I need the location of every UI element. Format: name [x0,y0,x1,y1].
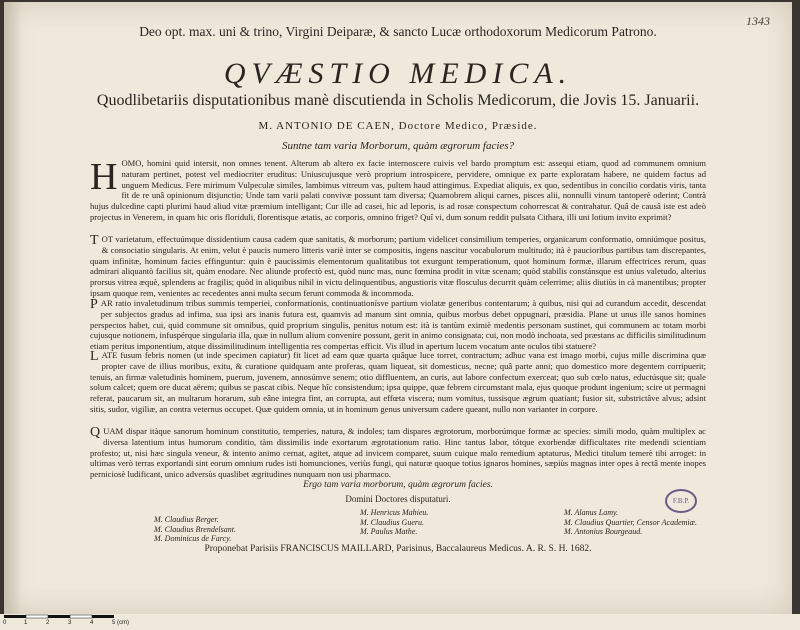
president-line: M. ANTONIO DE CAEN, Doctore Medico, Præside. [258,120,538,132]
medical-question: Suntne tam varia Morborum, quàm ægrorum facies? [281,140,515,152]
proponebat-line: Proponebat Parisiis FRANCISCUS MAILLARD, Parisinus, Baccalaureus Medicus. A. R. S. H. 1682. [204,544,592,554]
ruler-label: 5 (cm) [112,620,129,626]
dedication-line: Deo opt. max. uni & trino, Virgini Deiparæ, & sancto Lucæ orthodoxorum Medicorum Patrono. [139,24,657,39]
conclusion-line: Ergo tam varia morborum, quàm ægrorum facies. [303,480,493,490]
doctor-name: M. Claudius Brendelsant. [154,524,236,534]
library-stamp: F.B.P. [665,489,697,513]
paragraph-text: OMO, homini quid intersit, non omnes tenent. Alterum ab altero ex facie internoscere cuivis vel bardo promptum est: assequi etiam, quod ad communem omnium naturam pertinet, potest vel mediocriter eruditus: Uniuscujusque verò proprium introspicere, pervidere, omnique ex parte exploratam habere, ne quidem factus ad unguem Medicus. Fere mirimum Vulpeculæ similes, lambimus vitreum vas, pultem haud attingimus. Expediat aliquis, ex quo, sedentibus in concilio cordatis viris, tanta fit de re unâ opinionum disjunctio; Unde tam varii palati convivæ possunt tam diversa; Quamobrem aliqui carnes, pisces alii, nonnulli vinum tantoperè oderint; Contrà hujus dulcedine capti plurimi haud aliud vitæ præmium intelligant; Cur ille ad casei, hic ad leporis, is ad rosæ conspectum cohorrescat & contrahatur. Quâ de causâ iste est adeò projectus in Venerem, in quam hic oris floriduli, florentisque ætatis, ac corporis, omnino friget? Quî vi, dum sonum reddit pulsata Cithara, illi uni lotium invito exprimit? [90,158,706,222]
paragraph-4 [90,350,706,415]
doctor-name: M. Alanus Lamy. [564,508,619,517]
drop-cap: H [90,156,118,198]
doctor-name: M. Antonius Bourgeaud. [564,527,643,536]
paragraph-text: AR ratio invaletudinum tribus summis temperiei, conformationis, continuationísve partium violatæ generibus contentarum; à quibus, nisi qui ad curandum accedit, descendat per subjectos gradus ad infima, sua ipsi ars inanis futura est, quamvis ad manum sint omnia, quibus morbus debet oppugnari, præsidia. Plane ut unus ille sanos homines perspectos habet, cui, quid commune sit omnibus, quid proprium singulis, penitus notum est: ità is tantùm eximiè medentis personam sustinet, qui communem ac totam morbi cujusque notionem, infuspérque singularia illa, quæ in nullum alium convenire possunt, gerit in animo consignata; cui, non modò inchoata, sed præstans ac difficilis similitudinum etiam peritus imponentium, atque dissimilitudinum intelligentia res compertas efficit. Vis illud in apertum lucem vocatum ante oculos tibi statuere? [90,298,706,352]
ruler-label: 4 [90,620,94,626]
ruler-label: 2 [46,620,50,626]
paragraph-5 [90,426,706,480]
drop-cap: P [90,297,98,312]
drop-cap: L [90,349,99,364]
document-page [4,2,792,614]
doctors-heading: Domini Doctores disputaturi. [345,494,451,504]
doctor-name: M. Henricus Mahieu. [360,508,429,517]
scale-ruler [0,614,800,630]
document-title: QVÆSTIO MEDICA. [223,57,573,90]
paragraph-2 [90,234,706,299]
document-subtitle: Quodlibetariis disputationibus manè discutienda in Scholis Medicorum, die Jovis 15. Januarii. [96,92,700,109]
paragraph-text: ATE fusum febris nomen (ut inde specimen capiatur) fit licet ad eam quæ quarta quâque luce torret, contractum; adhuc vana est imago morbi, cujus mille discrimina quæ propter cave de illius moribus, exitu, & curatione quidquam ante proferas, quam liqueat, sit domesticus, necne; quâ parte anni; quo domestico more degentem corripuerit; tenuis, an firmæ valetudinis hominem, puerum, juvenem, annosúmve senem; otio diffluentem, an curis, aut labore confectum exerceat; quo sub cœlo natus, eductúsque sit; quale solum calcet; quem ore ducat aërem; quibus se pascat cibis. Neque hîc consistendum; ipsa quippe, quæ febrem circumstant mala, ejus quoque produnt ingenium; scire ut permagni referat, paucarum sit, an multarum horarum, sub eâne integra fint, an corrupta, aut effœta viscera; num vomitus, tussisque ægrum quatiant; fusior sit, substrictâve alvus; adsint sitis, sudor, vigiliæ, an contra veternus occupet. Quæ quidem omnia, ut in hominum genus universum cadere queant, nullo non varianter in corpore. [90,350,706,414]
folio-number: 1343 [746,14,770,28]
ruler-label: 1 [24,620,28,626]
doctor-name: M. Dominicus de Farcy. [154,534,232,543]
doctors-column-left [154,515,236,544]
paragraph-3 [90,298,706,352]
doctors-column-middle [360,508,428,537]
doctor-name: M. Paulus Mathe. [360,527,418,536]
doctor-name: M. Claudius Berger. [154,515,219,524]
paragraph-text: UAM dispar itàque sanorum hominum constitutio, temperies, natura, & indoles; tam dispares ægrotorum, morborúmque formæ ac species: simili modo, quàm multiplex ac diversa latentium intus humorum conditio, tàm dissimilis inde exortarum ægrotationum ratio. Hinc tantus labor, tótque exorbendæ difficultates rite medendi scientiam profesto; ut, nisi hæc singula veneur, & intento animo cernat, agitet, atque ad invicem comparet, suum cuique malo remedium aptaturus, Medici titulum temerè tibi arroget: in ultimas verò terras exportandi sint eorum omnium rudes isti homunciones, veriùs fungi, qui naturæ quoque totius ignaros homines, sæpiùs magnas inter opes à rectâ mente inopes perniciosè ludificant, unico adversùs quaslibet ægritudines nunquam non usi pharmaco. [90,426,706,480]
doctor-name: M. Claudius Quartier, Censor Academiæ. [564,517,697,527]
paragraph-text: OT varietatum, effectuúmque dissidentium causa cadem quæ sanitatis, & morborum; partium videlicet consimilium temperies, organicarum conformatio, omniúmque positus, & consociatio singularis. At enim, velut è paucis numero litteris variè inter se compositis, ingens nascitur vocabulorum multitudo; ità è paucioribus partibus tam discrepantes, quam infinitæ, hominum facies effinguntur: quin è paucissimis elementorum qualitatibus tot exurgunt temperationum, quot hominum formæ, illarum effectrices rerum, quas admirari aliquantò facilius sit, quàm enodare. Nec aliunde profectò est, quòd nunc mas, nunc fœmina prodit in vitæ scenam; quòd stabilis constánsque est unius valetudo, alterius prorsus vitrea æquè, splendens ac fragilis; quòd in aliquibus nihil in victu delinquentibus, angustioris vitæ flosculus decurrit quàm celerrime; aliis diutiùs in cà manentibus; propter ipsam quoque rem, venientes ac recedentes anni multa secum ferunt commoda & incommoda. [90,234,706,298]
ruler-label: 0 [3,620,7,626]
paragraph-1 [90,158,706,223]
drop-cap: T [90,233,99,248]
doctor-name: M. Claudius Gueru. [360,517,424,527]
ruler-label: 3 [68,620,72,626]
drop-cap: Q [90,425,101,440]
